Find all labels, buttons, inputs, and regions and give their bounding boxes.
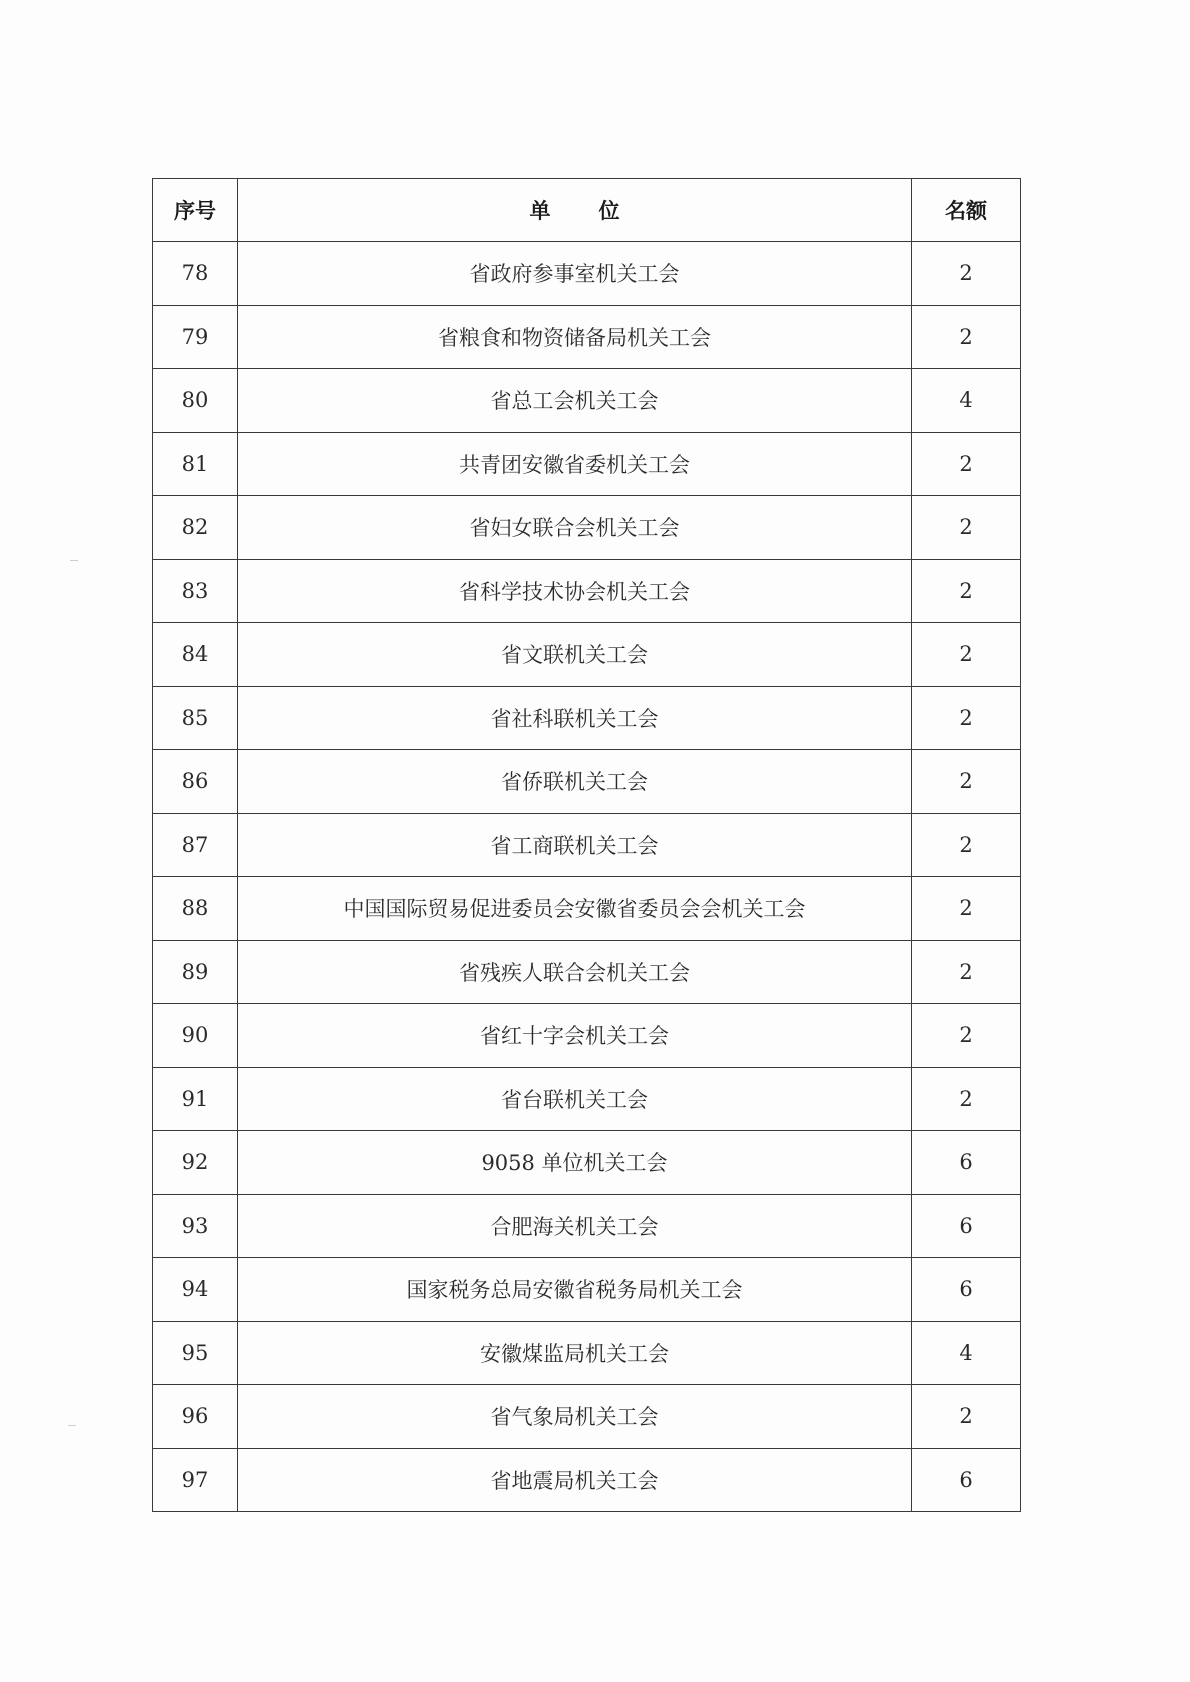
- cell-quota: 6: [912, 1194, 1021, 1258]
- cell-index: 92: [153, 1131, 238, 1195]
- table-row: [153, 750, 1021, 814]
- table-row: [153, 1258, 1021, 1322]
- cell-index: 95: [153, 1321, 238, 1385]
- cell-quota: 6: [912, 1131, 1021, 1195]
- cell-index: 90: [153, 1004, 238, 1068]
- cell-quota: 6: [912, 1258, 1021, 1322]
- cell-quota: 2: [912, 750, 1021, 814]
- cell-unit: 省总工会机关工会: [238, 369, 912, 433]
- table-row: [153, 1194, 1021, 1258]
- cell-index: 89: [153, 940, 238, 1004]
- table-row: [153, 1004, 1021, 1068]
- cell-unit: 省侨联机关工会: [238, 750, 912, 814]
- cell-unit: 省工商联机关工会: [238, 813, 912, 877]
- table-row: [153, 1067, 1021, 1131]
- cell-quota: 4: [912, 369, 1021, 433]
- cell-quota: 2: [912, 559, 1021, 623]
- quota-table: [152, 178, 1021, 1512]
- cell-index: 79: [153, 305, 238, 369]
- cell-quota: 4: [912, 1321, 1021, 1385]
- cell-unit: 省文联机关工会: [238, 623, 912, 687]
- scan-mark: [70, 560, 78, 561]
- table-row: [153, 369, 1021, 433]
- cell-unit: 省妇女联合会机关工会: [238, 496, 912, 560]
- cell-index: 84: [153, 623, 238, 687]
- cell-index: 94: [153, 1258, 238, 1322]
- cell-quota: 2: [912, 813, 1021, 877]
- cell-index: 80: [153, 369, 238, 433]
- table-row: [153, 1131, 1021, 1195]
- cell-quota: 6: [912, 1448, 1021, 1512]
- cell-quota: 2: [912, 1004, 1021, 1068]
- table-row: [153, 940, 1021, 1004]
- cell-unit: 省红十字会机关工会: [238, 1004, 912, 1068]
- cell-quota: 2: [912, 686, 1021, 750]
- cell-quota: 2: [912, 496, 1021, 560]
- cell-quota: 2: [912, 877, 1021, 941]
- cell-quota: 2: [912, 242, 1021, 306]
- table-row: [153, 242, 1021, 306]
- header-quota: 名额: [912, 179, 1021, 242]
- table-row: [153, 432, 1021, 496]
- table-row: [153, 496, 1021, 560]
- cell-index: 83: [153, 559, 238, 623]
- cell-unit: 中国国际贸易促进委员会安徽省委员会会机关工会: [238, 877, 912, 941]
- table-row: [153, 813, 1021, 877]
- cell-unit: 9058 单位机关工会: [238, 1131, 912, 1195]
- table-header-row: [153, 179, 1021, 242]
- scan-mark: [68, 1425, 76, 1426]
- cell-unit: 省残疾人联合会机关工会: [238, 940, 912, 1004]
- cell-index: 81: [153, 432, 238, 496]
- table-row: [153, 877, 1021, 941]
- cell-quota: 2: [912, 432, 1021, 496]
- table-row: [153, 1321, 1021, 1385]
- header-unit: 单位: [238, 179, 912, 242]
- cell-quota: 2: [912, 940, 1021, 1004]
- cell-unit: 省科学技术协会机关工会: [238, 559, 912, 623]
- cell-index: 96: [153, 1385, 238, 1449]
- table-row: [153, 623, 1021, 687]
- cell-unit: 安徽煤监局机关工会: [238, 1321, 912, 1385]
- cell-unit: 省粮食和物资储备局机关工会: [238, 305, 912, 369]
- cell-index: 85: [153, 686, 238, 750]
- cell-index: 88: [153, 877, 238, 941]
- cell-quota: 2: [912, 1385, 1021, 1449]
- cell-index: 93: [153, 1194, 238, 1258]
- cell-index: 97: [153, 1448, 238, 1512]
- table-row: [153, 1448, 1021, 1512]
- cell-unit: 省社科联机关工会: [238, 686, 912, 750]
- cell-quota: 2: [912, 623, 1021, 687]
- table-row: [153, 1385, 1021, 1449]
- cell-quota: 2: [912, 1067, 1021, 1131]
- cell-unit: 共青团安徽省委机关工会: [238, 432, 912, 496]
- table-row: [153, 305, 1021, 369]
- table-row: [153, 559, 1021, 623]
- cell-index: 87: [153, 813, 238, 877]
- cell-quota: 2: [912, 305, 1021, 369]
- cell-unit: 国家税务总局安徽省税务局机关工会: [238, 1258, 912, 1322]
- cell-index: 78: [153, 242, 238, 306]
- header-index: 序号: [153, 179, 238, 242]
- cell-unit: 合肥海关机关工会: [238, 1194, 912, 1258]
- cell-index: 82: [153, 496, 238, 560]
- cell-index: 91: [153, 1067, 238, 1131]
- cell-unit: 省政府参事室机关工会: [238, 242, 912, 306]
- cell-unit: 省气象局机关工会: [238, 1385, 912, 1449]
- table-row: [153, 686, 1021, 750]
- cell-index: 86: [153, 750, 238, 814]
- cell-unit: 省地震局机关工会: [238, 1448, 912, 1512]
- cell-unit: 省台联机关工会: [238, 1067, 912, 1131]
